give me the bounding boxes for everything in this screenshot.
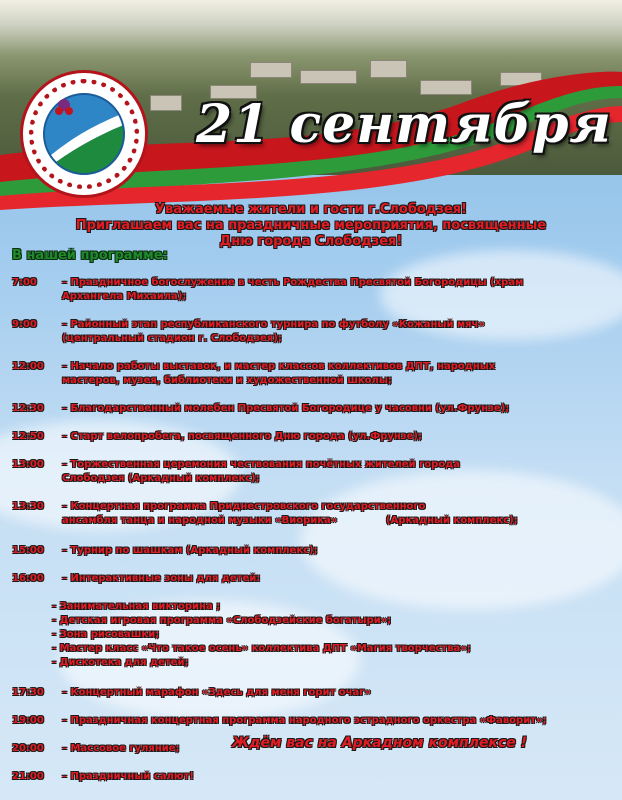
schedule-text: – Праздничный салют! — [62, 771, 194, 782]
schedule-item — [12, 742, 180, 756]
closing-invitation: Ждём вас на Аркадном комплексе ! — [232, 735, 527, 751]
schedule-item — [12, 770, 194, 784]
schedule-text: – Районный этап республиканского турнира по футболу «Кожаный мяч» — [62, 319, 485, 330]
schedule-text: – Концертный марафон «Здесь для меня горит очаг» — [62, 687, 371, 698]
schedule-time: 7:00 — [12, 277, 37, 288]
kids-zone-item: - Дискотека для детей; — [52, 657, 189, 668]
schedule-text-cont: (центральный стадион г. Слободзея); — [62, 333, 282, 344]
town-emblem — [20, 70, 148, 198]
schedule-item — [12, 276, 523, 304]
schedule-time: 12:00 — [12, 361, 44, 372]
schedule-item — [12, 430, 422, 444]
schedule-time: 12:50 — [12, 431, 44, 442]
schedule-item — [12, 402, 509, 416]
schedule-item — [12, 572, 260, 586]
schedule-text: – Массовое гуляние; — [62, 743, 180, 754]
date-title: 21 сентября — [196, 94, 612, 155]
schedule-time: 19:00 — [12, 715, 44, 726]
schedule-time: 12:30 — [12, 403, 44, 414]
schedule-item — [12, 360, 495, 388]
schedule-text-cont: Слободзея (Аркадный комплекс); — [62, 473, 260, 484]
schedule-time: 13:30 — [12, 501, 44, 512]
cloud — [300, 470, 622, 610]
schedule-text-cont: ансамбля танца и народной музыки «Виорика» (Аркадный комплекс); — [62, 515, 518, 526]
schedule-text: – Интерактивные зоны для детей: — [62, 573, 261, 584]
schedule-time: 16:00 — [12, 573, 44, 584]
schedule-text: – Турнир по шашкам (Аркадный комплекс); — [62, 545, 318, 556]
schedule-time: 13:00 — [12, 459, 44, 470]
schedule-item — [12, 544, 318, 558]
schedule-time: 15:00 — [12, 545, 44, 556]
greeting-line-2: Приглашаем вас на праздничные мероприятия, посвященные — [75, 218, 547, 233]
schedule-text: – Праздничное богослужение в честь Рождества Пресвятой Богородицы (храм — [62, 277, 524, 288]
schedule-time: 20:00 — [12, 743, 44, 754]
kids-zone-item: - Детская игровая программа «Слободзейские богатыри»; — [52, 615, 392, 626]
grapes-crown-icon — [53, 97, 75, 119]
kids-zone-item: - Мастер класс «Что такое осень» коллектива ДПТ «Магия творчества»; — [52, 643, 471, 654]
schedule-text: – Концертная программа Приднестровского государственного — [62, 501, 426, 512]
schedule-item — [12, 500, 518, 528]
schedule-item — [12, 318, 485, 346]
schedule-text: – Торжественная церемония чествования почётных жителей города — [62, 459, 461, 470]
schedule-text: – Благодарственный молебен Пресвятой Богородице у часовни (ул.Фрунзе); — [62, 403, 510, 414]
program-heading: В нашей программе: — [12, 248, 168, 263]
kids-zone-item: - Зона рисовашки; — [52, 629, 160, 640]
greeting-line-1: Уважаемые жители и гости г.Слободзея! — [155, 202, 467, 217]
schedule-text: – Старт велопробега, посвященного Дню города (ул.Фрунзе); — [62, 431, 422, 442]
schedule-item — [12, 714, 546, 728]
schedule-time: 17:30 — [12, 687, 44, 698]
kids-zone-item: - Занимательная викторина ; — [52, 601, 221, 612]
greeting-line-3: Дню города Слободзея! — [219, 234, 403, 249]
schedule-text: – Начало работы выставок, и мастер классов коллективов ДПТ, народных — [62, 361, 496, 372]
schedule-time: 21:00 — [12, 771, 44, 782]
schedule-text: – Праздничная концертная программа народного эстрадного оркестра «Фаворит»; — [62, 715, 547, 726]
schedule-item — [12, 686, 371, 700]
schedule-item — [12, 458, 460, 486]
schedule-text-cont: Архангела Михаила); — [62, 291, 187, 302]
schedule-time: 9:00 — [12, 319, 37, 330]
schedule-text-cont: мастеров, музея, библиотеки и художественной школы; — [62, 375, 392, 386]
